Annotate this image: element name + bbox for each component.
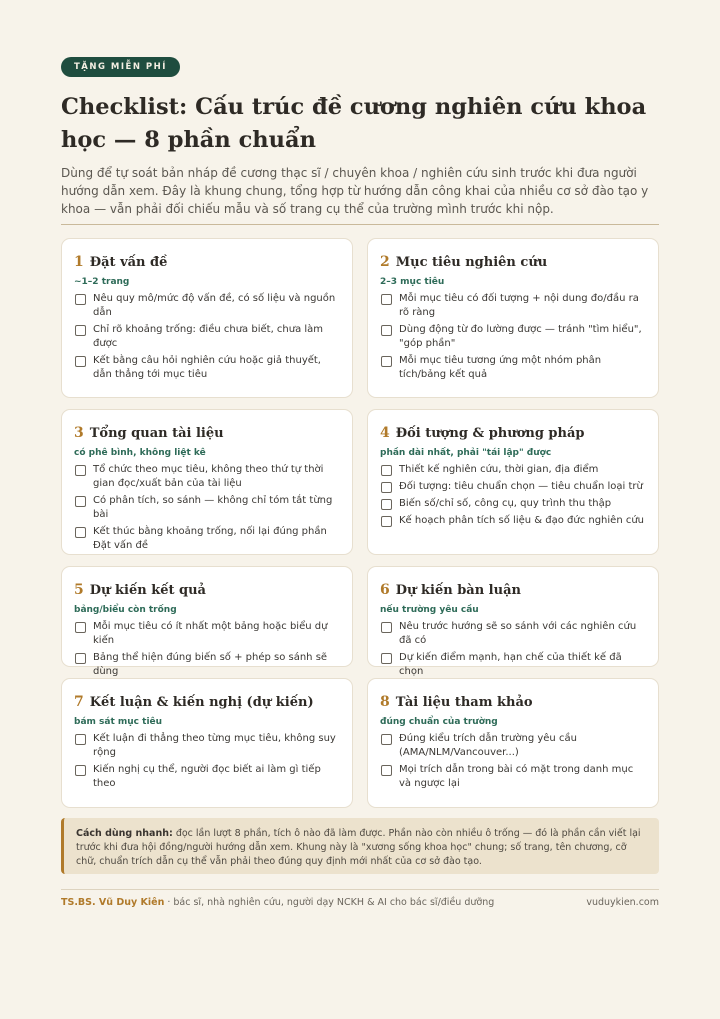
section-subtitle: phần dài nhất, phải "tái lập" được	[380, 448, 552, 458]
section-title: Tổng quan tài liệu	[89, 426, 224, 441]
checklist-item-text: Mỗi mục tiêu có đối tượng + nội dung đo/đầu ra rõ ràng	[399, 293, 639, 318]
checkbox[interactable]	[75, 294, 86, 305]
usage-note-label: Cách dùng nhanh:	[76, 828, 173, 839]
author-description: · bác sĩ, nhà nghiên cứu, người dạy NCKH & AI cho bác sĩ/điều dưỡng	[164, 897, 495, 908]
website-link[interactable]: vuduykien.com	[586, 897, 659, 908]
section-subtitle: nếu trường yêu cầu	[380, 605, 479, 615]
footer	[61, 897, 659, 908]
section-card-5	[61, 566, 353, 677]
checklist-item-text: Mỗi mục tiêu tương ứng một nhóm phân tích/bảng kết quả	[399, 355, 602, 380]
checklist-item	[380, 323, 646, 351]
checkbox[interactable]	[381, 356, 392, 367]
checklist-item	[74, 763, 340, 791]
checkbox[interactable]	[381, 516, 392, 527]
section-number: 7	[74, 694, 84, 710]
checklist-item-text: Nêu trước hướng sẽ so sánh với các nghiên cứu đã có	[399, 621, 637, 646]
checklist-item	[380, 514, 646, 528]
checklist-item-text: Kết luận đi thẳng theo từng mục tiêu, không suy rộng	[93, 733, 336, 758]
checklist-item	[380, 463, 646, 477]
checkbox[interactable]	[381, 734, 392, 745]
checklist-item-text: Đúng kiểu trích dẫn trường yêu cầu (AMA/NLM/Vancouver...)	[399, 733, 577, 758]
checklist-item	[74, 732, 340, 760]
checklist-item	[380, 620, 646, 648]
checklist-item-text: Mọi trích dẫn trong bài có mặt trong danh mục và ngược lại	[399, 764, 634, 789]
header-divider	[61, 224, 659, 225]
section-number: 4	[380, 425, 390, 441]
checklist-item	[380, 354, 646, 382]
checkbox[interactable]	[75, 325, 86, 336]
checkbox[interactable]	[75, 653, 86, 664]
section-subtitle: có phê bình, không liệt kê	[74, 448, 206, 458]
checklist-item	[74, 323, 340, 351]
section-title: Kết luận & kiến nghị (dự kiến)	[89, 695, 314, 710]
section-number: 1	[74, 254, 84, 270]
checkbox[interactable]	[381, 482, 392, 493]
section-card-3	[61, 409, 353, 555]
section-number: 2	[380, 254, 390, 270]
section-title: Dự kiến kết quả	[89, 583, 206, 598]
checkbox[interactable]	[381, 294, 392, 305]
checklist-item-text: Chỉ rõ khoảng trống: điều chưa biết, chưa làm được	[93, 324, 324, 349]
checklist-item-text: Kiến nghị cụ thể, người đọc biết ai làm gì tiếp theo	[93, 764, 321, 789]
checklist-item	[380, 763, 646, 791]
checkbox[interactable]	[381, 499, 392, 510]
author-name: TS.BS. Vũ Duy Kiên	[61, 897, 165, 908]
checklist-item-text: Dùng động từ đo lường được — tránh "tìm hiểu", "góp phần"	[399, 324, 642, 349]
checkbox[interactable]	[381, 653, 392, 664]
checklist-item-text: Dự kiến điểm mạnh, hạn chế của thiết kế đã chọn	[399, 652, 622, 677]
author-credit	[61, 897, 494, 908]
checkbox[interactable]	[75, 465, 86, 476]
checklist-item	[74, 463, 340, 491]
section-subtitle: ~1–2 trang	[74, 277, 130, 287]
usage-note-text: đọc lần lượt 8 phần, tích ô nào đã làm được. Phần nào còn nhiều ô trống — đó là phần cần viết lại trước khi đưa hội đồng/người hướng dẫn xem. Khung này là "xương sống khoa học" chung; số trang, tên chương, cỡ chữ, chuẩn trích dẫn cụ thể vẫn phải theo đúng quy định mới nhất của cơ sở đào tạo.	[76, 828, 641, 867]
section-number: 5	[74, 582, 84, 598]
footer-divider	[61, 889, 659, 890]
checklist-item	[380, 292, 646, 320]
page-subtitle: Dùng để tự soát bản nháp đề cương thạc sĩ / chuyên khoa / nghiên cứu sinh trước khi đưa người hướng dẫn xem. Đây là khung chung, tổng hợp từ hướng dẫn công khai của nhiều cơ sở đào tạo y khoa — vẫn phải đối chiếu mẫu và số trang cụ thể của trường mình trước khi nộp.	[61, 166, 649, 216]
checklist-item-text: Có phân tích, so sánh — không chỉ tóm tắt từng bài	[93, 495, 333, 520]
checkbox[interactable]	[75, 622, 86, 633]
checklist-item	[74, 494, 340, 522]
checkbox[interactable]	[381, 765, 392, 776]
section-card-7	[61, 678, 353, 808]
section-title: Đặt vấn đề	[89, 255, 168, 270]
section-card-2	[367, 238, 659, 398]
checklist-item	[74, 354, 340, 382]
checklist-item-text: Mỗi mục tiêu có ít nhất một bảng hoặc biểu dự kiến	[93, 621, 328, 646]
section-subtitle: bám sát mục tiêu	[74, 717, 163, 727]
section-title: Tài liệu tham khảo	[395, 695, 533, 710]
checklist-item-text: Thiết kế nghiên cứu, thời gian, địa điểm	[399, 464, 599, 475]
checkbox[interactable]	[381, 465, 392, 476]
checkbox[interactable]	[75, 765, 86, 776]
section-title: Đối tượng & phương pháp	[395, 426, 585, 441]
section-number: 6	[380, 582, 390, 598]
checklist-item	[380, 480, 646, 494]
checkbox[interactable]	[381, 325, 392, 336]
section-title: Mục tiêu nghiên cứu	[395, 255, 548, 270]
checklist-item	[74, 292, 340, 320]
checklist-item	[74, 620, 340, 648]
checkbox[interactable]	[75, 527, 86, 538]
section-card-6	[367, 566, 659, 677]
checklist-item-text: Tổ chức theo mục tiêu, không theo thứ tự thời gian đọc/xuất bản của tài liệu	[93, 464, 324, 489]
checklist-item-text: Kế hoạch phân tích số liệu & đạo đức nghiên cứu	[399, 515, 645, 526]
section-title: Dự kiến bàn luận	[395, 583, 521, 598]
checklist-item	[380, 732, 646, 760]
section-subtitle: bảng/biểu còn trống	[74, 605, 177, 615]
checklist-item	[380, 497, 646, 511]
section-number: 8	[380, 694, 390, 710]
section-card-4	[367, 409, 659, 555]
checkbox[interactable]	[75, 734, 86, 745]
checklist-item	[74, 651, 340, 679]
checklist-item-text: Bảng thể hiện đúng biến số + phép so sánh sẽ dùng	[93, 652, 328, 677]
section-card-8	[367, 678, 659, 808]
usage-note	[61, 818, 659, 874]
section-subtitle: 2–3 mục tiêu	[380, 277, 445, 287]
section-subtitle: đúng chuẩn của trường	[380, 717, 498, 727]
checklist-item-text: Biến số/chỉ số, công cụ, quy trình thu thập	[399, 498, 612, 509]
checklist-item-text: Kết thúc bằng khoảng trống, nối lại đúng phần Đặt vấn đề	[93, 526, 327, 551]
checklist-item	[74, 525, 340, 553]
free-badge: TẶNG MIỄN PHÍ	[61, 57, 180, 77]
section-card-1	[61, 238, 353, 398]
checklist-item-text: Đối tượng: tiêu chuẩn chọn — tiêu chuẩn loại trừ	[399, 481, 643, 492]
checkbox[interactable]	[75, 496, 86, 507]
checklist-item-text: Kết bằng câu hỏi nghiên cứu hoặc giả thuyết, dẫn thẳng tới mục tiêu	[93, 355, 321, 380]
section-number: 3	[74, 425, 84, 441]
page-title: Checklist: Cấu trúc đề cương nghiên cứu khoa học — 8 phần chuẩn	[61, 94, 647, 153]
checklist-item-text: Nêu quy mô/mức độ vấn đề, có số liệu và nguồn dẫn	[93, 293, 336, 318]
checkbox[interactable]	[75, 356, 86, 367]
checkbox[interactable]	[381, 622, 392, 633]
checklist-item	[380, 651, 646, 679]
